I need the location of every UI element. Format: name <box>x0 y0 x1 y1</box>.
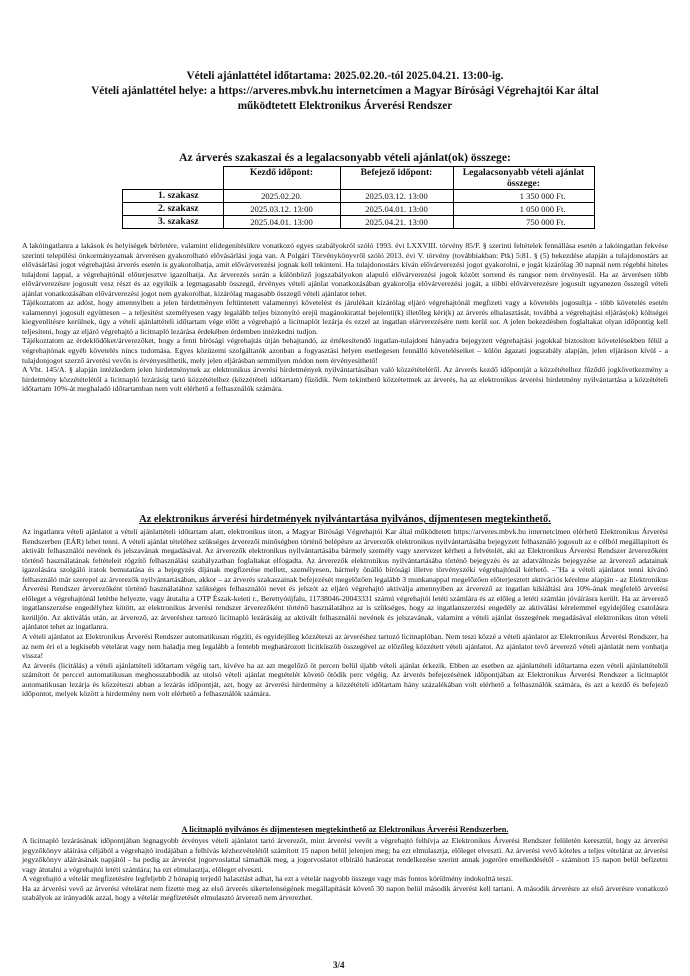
auction-stages-table <box>122 166 595 229</box>
col-end-header: Befejező időpont: <box>340 167 453 190</box>
payment-rules-section <box>22 836 668 903</box>
col-start-header: Kezdő időpont: <box>223 167 340 190</box>
paragraph: A végrehajtó a vételár megfizetésére legfeljebb 2 hónapig terjedő halasztást adhat, ha ezt a vételár nagyobb összege vagy más fontos körülmény indokolttá teszi. <box>22 874 513 884</box>
table-row <box>123 216 595 229</box>
table-corner-cell <box>123 167 224 190</box>
page-number: 3/4 <box>333 960 345 970</box>
table-row <box>123 190 595 203</box>
stage-min-offer: 750 000 Ft. <box>453 216 594 229</box>
offer-period-line: Vételi ajánlattétel időtartama: 2025.02.20.-tól 2025.04.21. 13:00-ig. <box>186 70 504 82</box>
paragraph: A licitnapló lezárásának időpontjában legnagyobb érvényes vételi ajánlatot tartó árverezőt, mint árverési vevőt a végrehajtó felhívja az Elektronikus Árverési Rendszer felületén keresztül, hogy az árverési jegyzőkönyv aláírása céljából a végrehajtó irodájában a felhívás kézhezvételétől számított 15 napon belül jelenjen meg; ha ezt elmulasztja, előleget elveszti. Az árverési vevő köteles a teljes vételárat az árverési jegyzőkönyv aláírásának napjától - ha pedig az árverést jogorvoslattal támadták meg, a jogorvoslatot elbíráló határozat rendelkezése szerint annak jogerőre emelkedésétől - számított 15 napon belül befizetni vagy átutalni a végrehajtói letéti számlára; ha ezt elmulasztja, előleget elveszti. <box>22 836 668 874</box>
paragraph: A vételi ajánlatot az Elektronikus Árverési Rendszer automatikusan rögzíti, és egyidejűleg közzéteszi az árveréshez tartozó licitnaplóban. Nem teszi közzé a vételi ajánlatot az Elektronikus Árverési Rendszer, ha az nem éri el a legkisebb vételárat vagy nem haladja meg legalább a fentebb meghatározott licitküszöb összegével az előzőleg közzétett vételi ajánlatot. Az ajánlatot tevő árverező vételi ajánlatát nem vonhatja vissza! <box>22 632 668 661</box>
paragraph: Tájékoztatom az érdeklődőket/árverezőket, hogy a fenti bírósági végrehajtás útján behajtandó, az értékesítendő ingatlan-tulajdoni hányadra bejegyzett végrehajtási jogokkal biztosított követelésekben félül a végrehajtónak egyéb követelés nincs tudomása. Egyes közüzemi szolgáltatók azonban a fogyasztási helyen esetlegesen fennálló követeléseiket – külön ágazati jogszabály alapján, jelen eljáráson kívül - a tulajdonjogot szerző árverési vevőn is érvényesíthetik, mely jelen eljárásban semmilyen módon nem érvényesíthető! <box>22 336 668 365</box>
paragraph: A Vht. 145/A. § alapján intézkedem jelen hirdetménynek az elektronikus árverési hirdetmények nyilvántartásában való közzétételéről. Az árverés kezdő időpontját a közzétételhez fűződő jogkövetkezmény a hirdetmény közzétételétől a licitnapló lezárásig tartó közzétételhez (közzétételi időtartam) fűződik. Nem tekinthető közzétettnek az árverés, ha az elektronikus árverési hirdetmény nyilvántartása a közzétételi időtartam 10%-át meghaladó időtartamban nem volt elérhető a felhasználók számára. <box>22 365 668 394</box>
stage-end: 2025.04.21. 13:00 <box>340 216 453 229</box>
bid-log-public-title: A licitnapló nyilvános és díjmentesen megtekinthető az Elektronikus Árverési Rendszerben. <box>181 825 509 834</box>
table-header-row <box>123 167 595 190</box>
stage-min-offer: 1 050 000 Ft. <box>453 203 594 216</box>
bidding-rules-section <box>22 527 668 699</box>
paragraph: Tájékoztatom az adóst, hogy amennyiben a jelen hirdetményen feltüntetett valamennyi követelést és járulékait kizárólag eljáró végrehajtónál megfizeti vagy a követelés jogosultja - több követelés esetén valamennyi jogosult együttesen – a teljesítést személyesen vagy legalább teljes bizonyító erejű magánokirattal bejelenti(k) illetőleg kéri(k) az árverés elhalasztását, továbbá a végrehajtási eljárás(ok) költségei kiegyenlítésre kerülnek, úgy a vételi ajánlattételi időtartam vége előtt a végrehajtó a licitnaplót lezárja és ezzel az ingatlan elárverezésére nem kerül sor. A jelen bekezdésben foglaltakat olyan időpontig kell teljesíteni, hogy az eljáró végrehajtó a licitnapló lezárása érdekében érdemben intézkedni tudjon. <box>22 298 668 336</box>
stage-start: 2025.03.12. 13:00 <box>223 203 340 216</box>
paragraph: Az ingatlanra vételi ajánlatot a vételi ajánlattételi időtartam alatt, elektronikus úton, a Magyar Bírósági Végrehajtói Kar által működtetett https://arveres.mbvk.hu internetcímen elérhető Elektronikus Árverési Rendszerben (EÁR) lehet tenni. A vételi ajánlat tételéhez szükséges árverezői minőségben történő belépésre az árverezők elektronikus nyilvántartásába bejegyzett felhasználó jogosult az e célból megállapított és aktivált felhasználói nevének és jelszavának megadásával. Az árverezők elektronikus nyilvántartásába bármely személy vagy szervezet kérheti a felvételét, aki az Elektronikus Árverési Rendszer árverezőként történő használatának feltételeit rögzítő felhasználási szabályzatban foglaltakat elfogadta. Az árverezők elektronikus nyilvántartásába történő bejegyzés és az adatváltozás bejegyzése az árverező adatainak igazolására szolgáló iratok bemutatása és a bejegyzés díjának megfizetése mellett, személyesen, bármely önálló bírósági illetve törvényszéki végrehajtónál kérhető. –"Ha a vételi ajánlatot tenni kívánó felhasználó már szerepel az árverezők nyilvántartásában, akkor – az árverés szakaszainak befejezését megelőzően legalább 3 munkanappal megelőzően előterjesztett aktivációs kérelme alapján - az Elektronikus Árverési Rendszer árverezőként történő használatához szükséges felhasználói nevet és jelszót az eljáró végrehajtó aktiválja amennyiben az árverező az ingatlan kikiáltási ára 10%-ának megfelelő árverési előleget a végrehajtónál letétbe helyezte, vagy átutalta a OTP Észak-keleti r., Berettyóújfalu, 11738046-20043331 számú végrehajtói letéti számlára és az előleg a letéti számlán jóváírásra került. Ha az árverező ingatlanszerzése engedélyhez kötött, az elektronikus árverési rendszer árverezőként történő használatához az is szükséges, hogy az ingatlanszerzési engedély az aktiválási kérelemmel egyidejűleg csatolásra kerüljön. Az aktiválás után, az árverező, az árveréshez tartozó licitnapló lezárásáig az aktivált felhasználói nevének és jelszavának, valamint a vételi ajánlat összegének megadásával elektronikus úton vételi ajánlatot tehet az ingatlanra. <box>22 527 668 632</box>
paragraph: Ha az árverési vevő az árverési vételárat nem fizette meg az első árverés sikertelenségének megállapítását követő 30 napon belül második árverést kell tartani. A második árverésre az első árverésre vonatkozó szabályok az irányadók azzal, hogy a vételár megfizetését elmulasztó árverező nem árverezhet. <box>22 883 668 903</box>
stages-heading: Az árverés szakaszai és a legalacsonyabb vételi ajánlat(ok) összege: <box>179 151 511 164</box>
offer-location-line-2: működtetett Elektronikus Árverési Rendszer <box>237 100 453 112</box>
registry-public-title: Az elektronikus árverési hirdetmények nyilvántartása nyilvános, díjmentesen megtekinthető. <box>139 514 551 525</box>
stage-end: 2025.03.12. 13:00 <box>340 190 453 203</box>
stage-label: 3. szakasz <box>123 216 224 229</box>
table-row <box>123 203 595 216</box>
offer-location-line: Vételi ajánlattétel helye: a https://arveres.mbvk.hu internetcímen a Magyar Bírósági Végrehajtói Kar által <box>91 85 599 97</box>
stage-start: 2025.04.01. 13:00 <box>223 216 340 229</box>
col-min-header: Legalacsonyabb vételi ajánlat összege: <box>453 167 594 190</box>
paragraph: Az árverés (licitálás) a vételi ajánlattételi időtartam végéig tart, kivéve ha az azt megelőző öt percen belül újabb vételi ajánlat érkezik. Ebben az esetben az ajánlattételi időtartama ezen vételi ajánlattételtől számított öt perccel automatikusan meghosszabbodik az utolsó vételi ajánlat megtételét követő ötödik perc végéig. Az árverés befejezésének időpontjában az Elektronikus Árverési Rendszer a licitnaplót automatikusan lezárja és közzéteszi abban a lezárás időpontját, azt, hogy az árverési hirdetmény a közzétételi időtartam hány százalékában volt elérhető a felhasználók számára, és azt a kezdő és befejező időpontot, melyek között a hirdetmény nem volt elérhető a felhasználók számára. <box>22 660 668 699</box>
pre-emption-section <box>22 241 668 394</box>
stage-label: 1. szakasz <box>123 190 224 203</box>
stage-end: 2025.04.01. 13:00 <box>340 203 453 216</box>
stage-start: 2025.02.20. <box>223 190 340 203</box>
paragraph: A lakóingatlanra a lakások és helyiségek bérletére, valamint elidegenítésükre vonatkozó egyes szabályokról szóló 1993. évi LXXVIII. törvény 85/F. § szerinti feltételek fennállása esetén a lakóingatlan fekvése szerinti települési önkormányzatnak árverésen gyakorolható elővásárlási joga van. A Polgári Törvénykönyvről szóló 2013. évi V. törvény (továbbiakban: Ptk) 5:81. § (5) bekezdése alapján a tulajdonostárs az elővásárlási jogot végrehajtási árverés esetén is gyakorolhatja, amit elővárverezési jognak kell tekinteni. Ha tulajdonostárs kíván elővárverezési jogot gyakorolni, e jogát kizárólag 30 napnál nem régebbi hiteles tulajdoni lappal, a végrehajtónál előterjesztve igazolhatja. Az árverezés során a különböző jogszabályokon alapuló elővárverezési jogok között sorrend és rangsor nem érvényesül. Ha az árverésen több elővárverezésre jogosult vesz részt és az egyikük a legmagasabb összegű, érvényes vételi ajánlat vonatkozásában gyakorolja elővárverezési jogát, a többi elővárverezésre jogosult ugyanezen összegű vételi ajánlat vonatkozásában elővárverezési jogot nem gyakorolhat, kizárólag magasabb összegű vételi ajánlatot tehet. <box>22 241 668 298</box>
stage-label: 2. szakasz <box>123 203 224 216</box>
stage-min-offer: 1 350 000 Ft. <box>453 190 594 203</box>
